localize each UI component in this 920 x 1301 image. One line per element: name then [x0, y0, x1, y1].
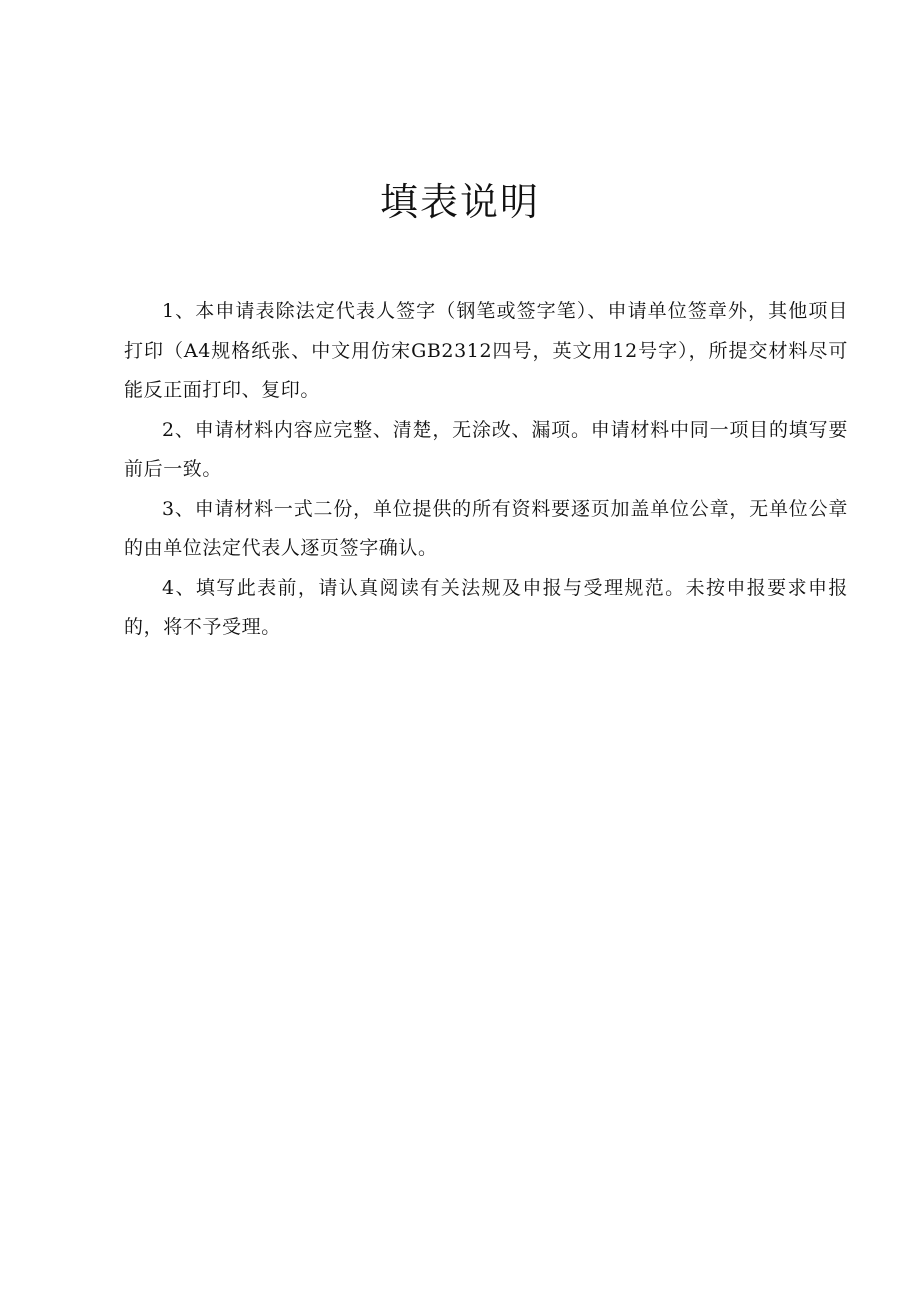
instruction-paragraph-2: 2、申请材料内容应完整、清楚，无涂改、漏项。申请材料中同一项目的填写要前后一致。 [124, 418, 848, 480]
page-title: 填表说明 [379, 180, 540, 224]
instruction-paragraph-1: 1、本申请表除法定代表人签字（钢笔或签字笔）、申请单位签章外，其他项目打印（A4规格纸张、中文用仿宋GB2312四号，英文用12号字），所提交材料尽可能反正面打印、复印。 [124, 300, 848, 401]
instruction-paragraph-3: 3、申请材料一式二份，单位提供的所有资料要逐页加盖单位公章，无单位公章的由单位法定代表人逐页签字确认。 [124, 497, 848, 559]
instructions-body [124, 292, 848, 648]
instruction-paragraph-4: 4、填写此表前，请认真阅读有关法规及申报与受理规范。未按申报要求申报的，将不予受理。 [124, 576, 848, 638]
